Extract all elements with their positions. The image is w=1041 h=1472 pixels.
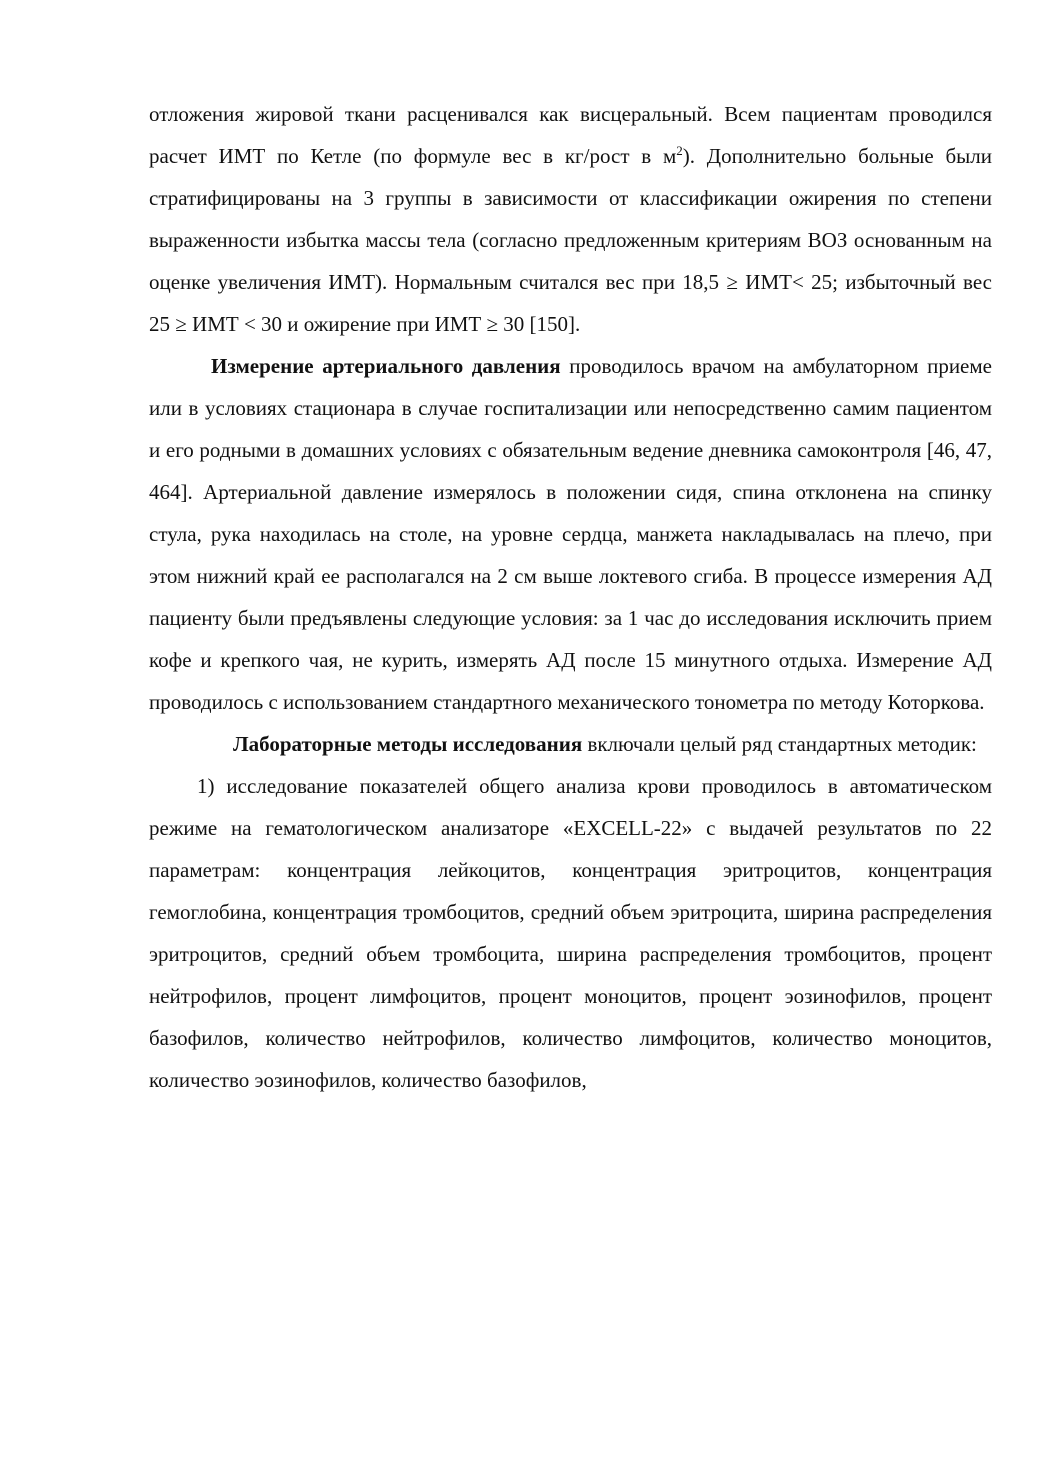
list-item-blood-analysis-text: 1) исследование показателей общего анализа крови проводилось в автоматическом режиме на гематологическом анализаторе «EXCELL-22» с выдачей результатов по 22 параметрам: концентрация лейкоцитов, концентрация эритроцитов, концентрация гемоглобина, концентрация тромбоцитов, средний объем эритроцита, ширина распределения эритроцитов, средний объем тромбоцита, ширина распределения тромбоцитов, процент нейтрофилов, процент лимфоцитов, процент моноцитов, процент эозинофилов, процент базофилов, количество нейтрофилов, количество лимфоцитов, количество моноцитов, количество эозинофилов, количество базофилов,: [149, 774, 992, 1092]
paragraph-bmi-text-a: отложения жировой ткани расценивался как висцеральный. Всем пациентам проводился расчет ИМТ по Кетле (по формуле вес в кг/рост в м: [149, 102, 992, 168]
heading-blood-pressure: Измерение артериального давления: [211, 354, 561, 378]
heading-lab-methods: Лабораторные методы исследования: [233, 732, 583, 756]
paragraph-lab-methods: [149, 723, 992, 765]
document-body: [149, 93, 992, 1101]
paragraph-bmi: [149, 93, 992, 345]
list-item-blood-analysis: [149, 765, 992, 1101]
paragraph-bmi-text-b: ). Дополнительно больные были стратифицированы на 3 группы в зависимости от классификации ожирения по степени выраженности избытка массы тела (согласно предложенным критериям ВОЗ основанным на оценке увеличения ИМТ). Нормальным считался вес при 18,5 ≥ ИМТ< 25; избыточный вес 25 ≥ ИМТ < 30 и ожирение при ИМТ ≥ 30 [150].: [149, 144, 992, 336]
paragraph-lab-methods-text: включали целый ряд стандартных методик:: [582, 732, 977, 756]
paragraph-blood-pressure: [149, 345, 992, 723]
paragraph-blood-pressure-text: проводилось врачом на амбулаторном приеме или в условиях стационара в случае госпитализации или непосредственно самим пациентом и его родными в домашних условиях с обязательным ведение дневника самоконтроля [46, 47, 464]. Артериальной давление измерялось в положении сидя, спина отклонена на спинку стула, рука находилась на столе, на уровне сердца, манжета накладывалась на плечо, при этом нижний край ее располагался на 2 см выше локтевого сгиба. В процессе измерения АД пациенту были предъявлены следующие условия: за 1 час до исследования исключить прием кофе и крепкого чая, не курить, измерять АД после 15 минутного отдыха. Измерение АД проводилось с использованием стандартного механического тонометра по методу Которкова.: [149, 354, 992, 714]
superscript-squared: 2: [676, 143, 683, 158]
